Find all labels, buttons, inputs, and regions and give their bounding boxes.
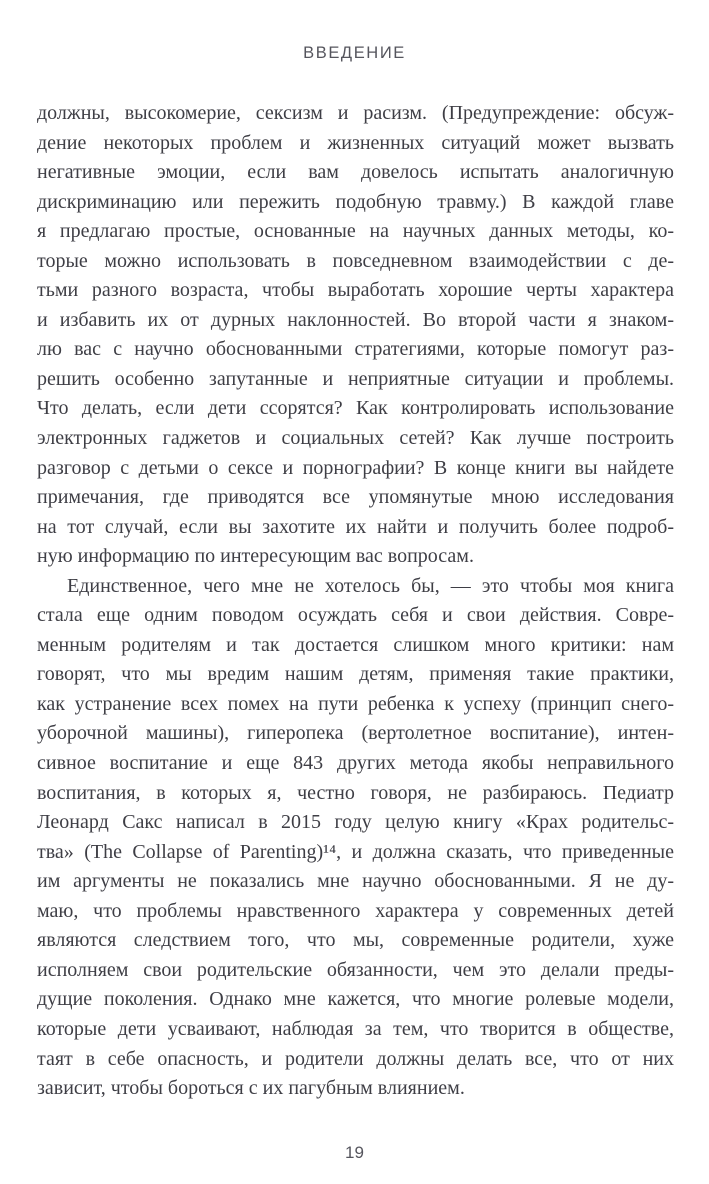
text-line: воспитания, в которых я, честно говоря, не разбираюсь. Педиатр: [37, 781, 674, 804]
text-line: как устранение всех помех на пути ребенка к успеху (принцип снего-: [37, 692, 674, 715]
text-line: должны, высокомерие, сексизм и расизм. (Предупреждение: обсуж-: [37, 102, 674, 124]
text-line: зависит, чтобы бороться с их пагубным влиянием.: [37, 1077, 465, 1100]
text-line: разговор с детьми о сексе и порнографии? В конце книги вы найдете: [37, 456, 674, 479]
text-line: сивное воспитание и еще 843 других метода якобы неправильного: [37, 752, 674, 775]
text-line: стала еще одним поводом осуждать себя и свои действия. Совре-: [37, 604, 674, 627]
text-line: являются следствием того, что мы, современные родители, хуже: [37, 929, 674, 952]
text-line: исполняем свои родительские обязанности, чем это делали преды-: [37, 958, 674, 981]
text-line: таят в себе опасность, и родители должны делать все, что от них: [37, 1047, 674, 1070]
text-line: тьми разного возраста, чтобы выработать хорошие черты характера: [37, 279, 674, 302]
text-line: негативные эмоции, если вам довелось испытать аналогичную: [37, 161, 674, 184]
text-line: лю вас с научно обоснованными стратегиями, которые помогут раз-: [37, 338, 674, 361]
text-line: Леонард Сакс написал в 2015 году целую книгу «Крах родительс-: [37, 811, 674, 834]
text-line: Что делать, если дети ссорятся? Как контролировать использование: [37, 397, 674, 420]
text-line: решить особенно запутанные и неприятные ситуации и проблемы.: [37, 367, 674, 390]
text-line: и избавить их от дурных наклонностей. Во второй части я знаком-: [37, 308, 674, 331]
text-line: им аргументы не показались мне научно обоснованными. Я не ду-: [37, 870, 674, 893]
text-line: торые можно использовать в повседневном взаимодействии с де-: [37, 249, 674, 272]
text-line: тва» (The Collapse of Parenting)¹⁴, и должна сказать, что приведенные: [37, 840, 674, 863]
text-line: дущие поколения. Однако мне кажется, что многие ролевые модели,: [37, 988, 674, 1011]
text-line: Единственное, чего мне не хотелось бы, — это чтобы моя книга: [67, 574, 674, 597]
text-line: я предлагаю простые, основанные на научных данных методы, ко-: [37, 220, 674, 243]
body-text: [37, 99, 674, 1104]
text-line: примечания, где приводятся все упомянутые мною исследования: [37, 486, 674, 509]
text-line: менным родителям и так достается слишком много критики: нам: [37, 633, 674, 656]
text-line: маю, что проблемы нравственного характера у современных детей: [37, 899, 674, 922]
text-line: дение некоторых проблем и жизненных ситуаций может вызвать: [37, 131, 674, 154]
text-line: электронных гаджетов и социальных сетей? Как лучше построить: [37, 427, 674, 450]
text-line: которые дети усваивают, наблюдая за тем, что творится в обществе,: [37, 1017, 674, 1040]
text-line: уборочной машины), гиперопека (вертолетное воспитание), интен-: [37, 722, 674, 745]
running-header: ВВЕДЕНИЕ: [303, 44, 406, 62]
text-line: дискриминацию или пережить подобную травму.) В каждой главе: [37, 190, 674, 213]
text-line: ную информацию по интересующим вас вопросам.: [37, 545, 474, 568]
text-line: на тот случай, если вы захотите их найти и получить более подроб-: [37, 515, 674, 538]
text-line: говорят, что мы вредим нашим детям, применяя такие практики,: [37, 663, 674, 686]
page-number: 19: [345, 1143, 364, 1162]
